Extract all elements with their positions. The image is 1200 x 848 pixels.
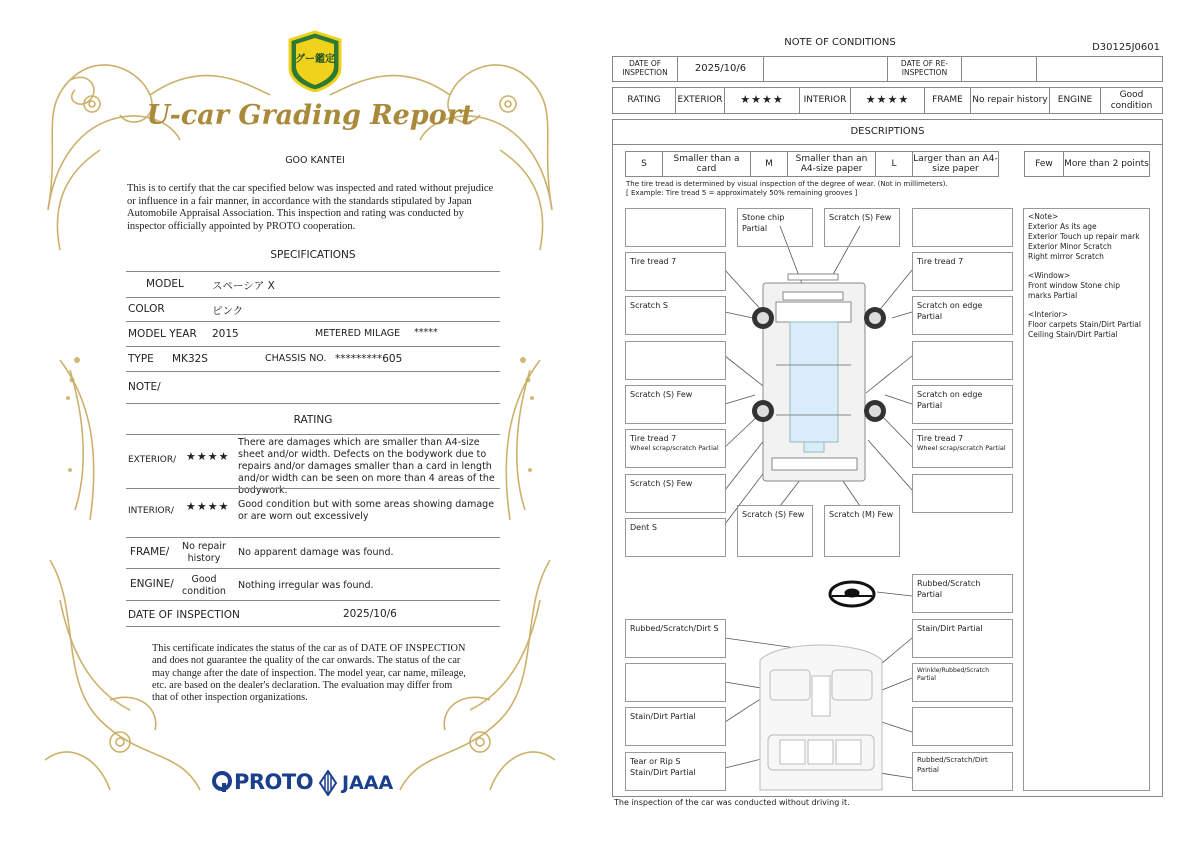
document-id: D30125J0601 xyxy=(1092,42,1160,53)
sheet-title: NOTE OF CONDITIONS xyxy=(784,37,896,48)
sheet-footer: The inspection of the car was conducted without driving it. xyxy=(614,798,850,807)
int-box-left-4-b: Stain/Dirt Partial xyxy=(630,768,696,778)
interior-label: INTERIOR xyxy=(799,87,851,114)
ext-box-left-3: Scratch S xyxy=(625,296,726,335)
engine-value: Good condition xyxy=(182,574,226,597)
year-label: MODEL YEAR xyxy=(128,328,197,340)
legend-few: Few xyxy=(1024,151,1064,177)
jaaa-logo xyxy=(318,770,393,796)
ext-box-right-6 xyxy=(912,429,1013,468)
spec-heading: SPECIFICATIONS xyxy=(270,249,356,261)
interior-heading: <Interior> xyxy=(1028,310,1068,319)
engine-label: ENGINE xyxy=(1049,87,1101,114)
int-box-right-3 xyxy=(912,707,1013,746)
int-box-right-1: Stain/Dirt Partial xyxy=(912,619,1013,658)
badge-text: グー鑑定 xyxy=(295,54,335,65)
ext-box-right-5: Scratch on edge Partial xyxy=(912,385,1013,424)
ext-box-left-2: Tire tread 7 xyxy=(625,252,726,291)
window-heading: <Window> xyxy=(1028,271,1071,280)
ext-box-right-7 xyxy=(912,474,1013,513)
ext-box-left-6 xyxy=(625,429,726,468)
ext-box-right-3: Scratch on edge Partial xyxy=(912,296,1013,335)
inspection-date-value: 2025/10/6 xyxy=(677,56,764,82)
model-value: スペーシア X xyxy=(212,280,275,292)
proto-logo xyxy=(212,770,313,794)
ext-box-left-6-title: Tire tread 7 xyxy=(630,434,677,443)
rating-heading: RATING xyxy=(293,414,333,426)
chassis-value: *********605 xyxy=(335,353,403,365)
reinspection-label: DATE OF RE-INSPECTION xyxy=(887,56,962,82)
ext-box-top-2: Scratch (S) Few xyxy=(824,208,900,247)
mileage-label: METERED MILAGE xyxy=(315,328,401,339)
legend-m-desc: Smaller than an A4-size paper xyxy=(787,151,876,177)
tire-note-1: The tire tread is determined by visual inspection of the degree of wear. (Not in millimeters). xyxy=(626,180,948,188)
int-box-right-2: Wrinkle/Rubbed/Scratch Partial xyxy=(912,663,1013,702)
legend-s: S xyxy=(625,151,663,177)
interior-description: Good condition but with some areas showing damage or are worn out excessively xyxy=(238,499,495,522)
note-line-4: Right mirror Scratch xyxy=(1028,252,1104,261)
rating-label: RATING xyxy=(612,87,676,114)
steering-wheel-icon xyxy=(830,582,874,606)
interior-line-2: Ceiling Stain/Dirt Partial xyxy=(1028,330,1118,339)
exterior-label: EXTERIOR/ xyxy=(128,455,177,465)
note-line-3: Exterior Minor Scratch xyxy=(1028,242,1112,251)
note-heading: <Note> xyxy=(1028,212,1059,221)
note-label: NOTE/ xyxy=(128,381,161,393)
legend-l-desc: Larger than an A4-size paper xyxy=(912,151,999,177)
certificate-footer: This certificate indicates the status of the car as of DATE OF INSPECTION and does not guarantee the quality of the car onwards. The status of the car may change after the date of inspection. The model year, car name, mileage, etc. are based on the dealer's declaration. The evaluation may differ from that of other inspection organizations. xyxy=(152,643,466,704)
note-line-1: Exterior As its age xyxy=(1028,222,1097,231)
frame-label: FRAME xyxy=(924,87,971,114)
model-label: MODEL xyxy=(146,278,184,290)
note-line-2: Exterior Touch up repair mark xyxy=(1028,232,1140,241)
ext-box-left-8: Dent S xyxy=(625,518,726,557)
interior-label: INTERIOR/ xyxy=(128,506,174,516)
jaaa-logo-icon xyxy=(318,770,338,796)
ext-box-left-6-sub: Wheel scrap/scratch Partial xyxy=(630,444,719,453)
ext-box-top-1: Stone chip Partial xyxy=(737,208,813,247)
exterior-stars: ★★★★ xyxy=(186,450,230,463)
color-label: COLOR xyxy=(128,303,165,315)
chassis-label: CHASSIS NO. xyxy=(265,353,327,364)
exterior-stars: ★★★★ xyxy=(724,87,800,114)
int-box-left-1: Rubbed/Scratch/Dirt S xyxy=(625,619,726,658)
goo-kantei-badge xyxy=(286,30,344,92)
int-box-right-4: Rubbed/Scratch/Dirt Partial xyxy=(912,752,1013,791)
ext-box-right-6-title: Tire tread 7 xyxy=(917,434,964,443)
ext-box-left-7: Scratch (S) Few xyxy=(625,474,726,513)
color-value: ピンク xyxy=(212,305,244,317)
engine-label: ENGINE/ xyxy=(130,578,174,590)
jaaa-logo-text: JAAA xyxy=(342,772,394,794)
year-value: 2015 xyxy=(212,328,239,340)
int-box-left-3: Stain/Dirt Partial xyxy=(625,707,726,746)
ext-box-right-2: Tire tread 7 xyxy=(912,252,1013,291)
int-box-left-4 xyxy=(625,752,726,791)
engine-value: Good condition xyxy=(1100,87,1163,114)
report-subtitle: GOO KANTEI xyxy=(285,155,345,166)
exterior-label: EXTERIOR xyxy=(675,87,725,114)
notes-panel xyxy=(1023,208,1150,791)
interior-stars: ★★★★ xyxy=(186,500,230,513)
frame-label: FRAME/ xyxy=(130,546,170,558)
ext-box-top-right xyxy=(912,208,1013,247)
ext-box-right-4 xyxy=(912,341,1013,380)
int-box-steering: Rubbed/Scratch Partial xyxy=(912,574,1013,613)
ext-box-bottom-2: Scratch (M) Few xyxy=(824,505,900,557)
ext-box-top-left xyxy=(625,208,726,247)
exterior-description: There are damages which are smaller than A4-size sheet and/or width. Defects on the bodywork due to repairs and/or damages smaller than a card in length and/or width can be seen on more than 4 areas of the bodywork. xyxy=(238,437,495,496)
legend-few-desc: More than 2 points xyxy=(1063,151,1150,177)
frame-value: No repair history xyxy=(970,87,1050,114)
inspection-date-label: DATE OF INSPECTION xyxy=(612,56,678,82)
ext-box-right-6-sub: Wheel scrap/scratch Partial xyxy=(917,444,1006,453)
report-title: U-car Grading Report xyxy=(146,100,474,131)
mileage-value: ***** xyxy=(414,327,438,338)
ext-box-bottom-1: Scratch (S) Few xyxy=(737,505,813,557)
type-label: TYPE xyxy=(128,353,154,365)
proto-logo-icon xyxy=(212,771,232,793)
certificate-intro: This is to certify that the car specified below was inspected and rated without prejudice or influence in a fair manner, in accordance with the standards stipulated by Japan Automobile Appraisal Association. This inspection and rating was conducted by inspector officially appointed by PROTO cooperation. xyxy=(127,183,494,232)
frame-description: No apparent damage was found. xyxy=(238,547,394,558)
engine-description: Nothing irregular was found. xyxy=(238,580,374,591)
int-box-left-2 xyxy=(625,663,726,702)
note-of-conditions-sheet xyxy=(600,0,1200,848)
int-box-left-4-a: Tear or Rip S xyxy=(630,757,681,766)
inspection-date-value: 2025/10/6 xyxy=(343,608,397,620)
interior-stars: ★★★★ xyxy=(850,87,925,114)
frame-value: No repair history xyxy=(182,541,226,564)
legend-m: M xyxy=(750,151,788,177)
inspection-date-label: DATE OF INSPECTION xyxy=(128,609,240,621)
legend-s-desc: Smaller than a card xyxy=(662,151,751,177)
proto-logo-text: PROTO xyxy=(234,770,314,794)
tire-note-2: [ Example: Tire tread 5 = approximately 50% remaining grooves ] xyxy=(626,189,858,197)
descriptions-heading: DESCRIPTIONS xyxy=(850,126,925,137)
interior-line-1: Floor carpets Stain/Dirt Partial xyxy=(1028,320,1141,329)
legend-l: L xyxy=(875,151,913,177)
ext-box-left-5: Scratch (S) Few xyxy=(625,385,726,424)
ext-box-left-4 xyxy=(625,341,726,380)
window-line-1: Front window Stone chip marks Partial xyxy=(1028,281,1120,300)
type-value: MK32S xyxy=(172,353,208,365)
